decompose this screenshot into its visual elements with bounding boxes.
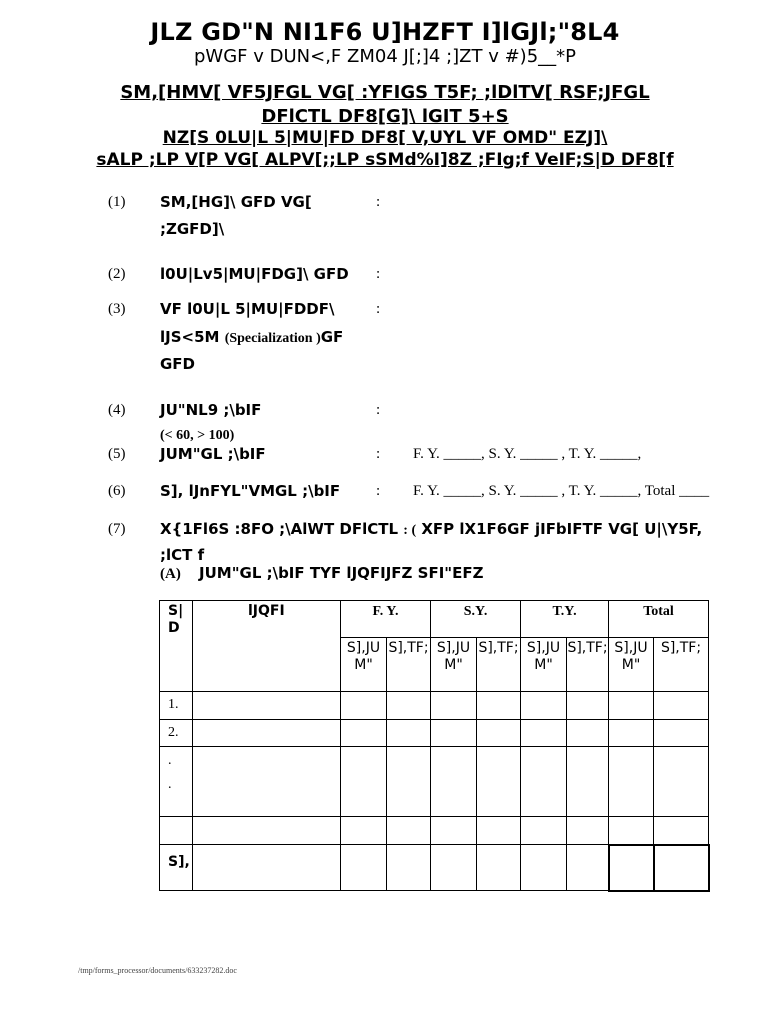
item-3-colon: : (376, 301, 381, 317)
item-1-number: (1) (108, 194, 126, 210)
table-cell (477, 817, 521, 845)
item-2-label: l0U|Lv5|MU|FDG]\ GFD (160, 265, 349, 283)
item-7-number: (7) (108, 521, 126, 537)
table-cell (567, 845, 609, 891)
total-label: S], (160, 845, 193, 891)
table-cell (654, 747, 709, 817)
item-6-label: S], lJnFYL"VMGL ;\bIF (160, 482, 341, 500)
table-cell (341, 747, 387, 817)
class-workload-table (159, 600, 710, 892)
header-fy: F. Y. (341, 601, 431, 638)
table-cell (160, 817, 193, 845)
item-6-colon: : (376, 483, 381, 499)
table-cell (521, 720, 567, 747)
table-cell (609, 692, 654, 720)
item-3-line2-a: lJS<5M (160, 328, 225, 346)
table-cell (387, 692, 431, 720)
table-cell (477, 845, 521, 891)
table-cell (431, 692, 477, 720)
document-subtitle: pWGF v DUN<,F ZM04 J[;]4 ;]ZT v #)5__*P (194, 46, 576, 67)
item-1-colon: : (376, 194, 381, 210)
table-cell (654, 720, 709, 747)
subheader-ty-periods: S],TF; (567, 638, 609, 692)
document-title: JLZ GD"N NI1F6 U]HZFT I]lGJl;"8L4 (150, 18, 620, 46)
item-7-line1-a: X{1Fl6S :8FO ;\AlWT DFlCTL (160, 520, 404, 538)
table-cell (387, 747, 431, 817)
table-cell (521, 845, 567, 891)
subheader-sy-periods: S],TF; (477, 638, 521, 692)
heading-line-1: SM,[HMV[ VF5JFGL VG[ :YFIGS T5F; ;lDlTV[ RSF;JFGL (120, 82, 650, 103)
subheader-total-classes: S],JUM" (609, 638, 654, 692)
table-cell (609, 720, 654, 747)
header-ty: T.Y. (521, 601, 609, 638)
table-cell (477, 720, 521, 747)
table-cell (341, 817, 387, 845)
table-cell (341, 692, 387, 720)
table-row (160, 747, 709, 817)
table-cell (341, 720, 387, 747)
item-3-specialization: (Specialization ) (224, 331, 321, 346)
table-cell (431, 747, 477, 817)
item-5-colon: : (376, 446, 381, 462)
table-cell (521, 692, 567, 720)
table-cell (193, 720, 341, 747)
table-cell (521, 747, 567, 817)
item-1-label-line2: ;ZGFD]\ (160, 220, 225, 238)
section-a-label: JUM"GL ;\bIF TYF lJQFIJFZ SFI"EFZ (199, 564, 484, 582)
item-4-colon: : (376, 402, 381, 418)
table-cell (567, 747, 609, 817)
item-6-number: (6) (108, 483, 126, 499)
footer-file-path: /tmp/forms_processor/documents/633237282.doc (78, 966, 237, 975)
table-cell (193, 845, 341, 891)
header-sy: S.Y. (431, 601, 521, 638)
table-cell (431, 845, 477, 891)
item-7-colon-paren: : ( (403, 523, 417, 538)
subheader-ty-classes: S],JUM" (521, 638, 567, 692)
item-3-number: (3) (108, 301, 126, 317)
row-dot: . (168, 777, 172, 792)
total-periods-cell (654, 845, 709, 891)
table-row (160, 692, 709, 720)
item-7-line1-b: XFP lX1F6GF jIFbIFTF VG[ U|\Y5F, (416, 520, 703, 538)
item-5-number: (5) (108, 446, 126, 462)
row-number: 1. (160, 692, 193, 720)
table-cell (567, 817, 609, 845)
table-cell (567, 692, 609, 720)
table-row (160, 817, 709, 845)
section-a-letter: (A) (160, 566, 181, 582)
heading-line-3: NZ[S 0LU|L 5|MU|FD DF8[ V,UYL VF OMD" EZJ]\ (162, 128, 608, 148)
table-cell (387, 845, 431, 891)
table-cell (193, 692, 341, 720)
table-cell (193, 747, 341, 817)
total-classes-cell (609, 845, 654, 891)
subheader-fy-periods: S],TF; (387, 638, 431, 692)
table-cell (431, 720, 477, 747)
table-total-row (160, 845, 709, 891)
header-total: Total (609, 601, 709, 638)
table-cell (654, 692, 709, 720)
item-6-fill-in: F. Y. _____, S. Y. _____ , T. Y. _____, Total ____ (413, 483, 710, 499)
table-cell (387, 817, 431, 845)
row-ellipsis (160, 747, 193, 817)
table-cell (567, 720, 609, 747)
item-2-number: (2) (108, 266, 126, 282)
table-cell (609, 817, 654, 845)
item-3-line2-b: GF (320, 328, 344, 346)
item-2-colon: : (376, 266, 381, 282)
heading-line-4: sALP ;LP V[P VG[ ALPV[;;LP sSMd%I]8Z ;FIg;f VeIF;S|D DF8[f (96, 150, 674, 170)
table-cell (477, 747, 521, 817)
item-5-label: JUM"GL ;\bIF (160, 445, 266, 463)
item-3-label-line2 (160, 328, 343, 347)
table-row (160, 720, 709, 747)
table-cell (609, 747, 654, 817)
item-7-label-line1 (160, 520, 702, 539)
item-4-number: (4) (108, 402, 126, 418)
subheader-fy-classes: S],JUM" (341, 638, 387, 692)
subheader-sy-classes: S],JUM" (431, 638, 477, 692)
header-subject: lJQFI (193, 601, 341, 692)
table-cell (193, 817, 341, 845)
row-dot: . (168, 753, 172, 768)
header-sr-no: S|D (160, 601, 193, 692)
table-cell (341, 845, 387, 891)
subheader-total-periods: S],TF; (654, 638, 709, 692)
table-cell (654, 817, 709, 845)
heading-line-2: DFlCTL DF8[G]\ lGIT 5+S (261, 106, 509, 127)
row-number: 2. (160, 720, 193, 747)
item-4-label: JU"NL9 ;\bIF (160, 401, 262, 419)
item-5-fill-in: F. Y. _____, S. Y. _____ , T. Y. _____, (413, 446, 642, 462)
item-3-label-line1: VF l0U|L 5|MU|FDDF\ (160, 300, 335, 318)
item-7-label-line2: ;lCT f (160, 546, 205, 564)
table-cell (477, 692, 521, 720)
table-cell (387, 720, 431, 747)
item-3-label-line3: GFD (160, 355, 196, 373)
item-4-note: (< 60, > 100) (160, 428, 235, 443)
item-1-label-line1: SM,[HG]\ GFD VG[ (160, 193, 312, 211)
table-cell (431, 817, 477, 845)
table-cell (521, 817, 567, 845)
